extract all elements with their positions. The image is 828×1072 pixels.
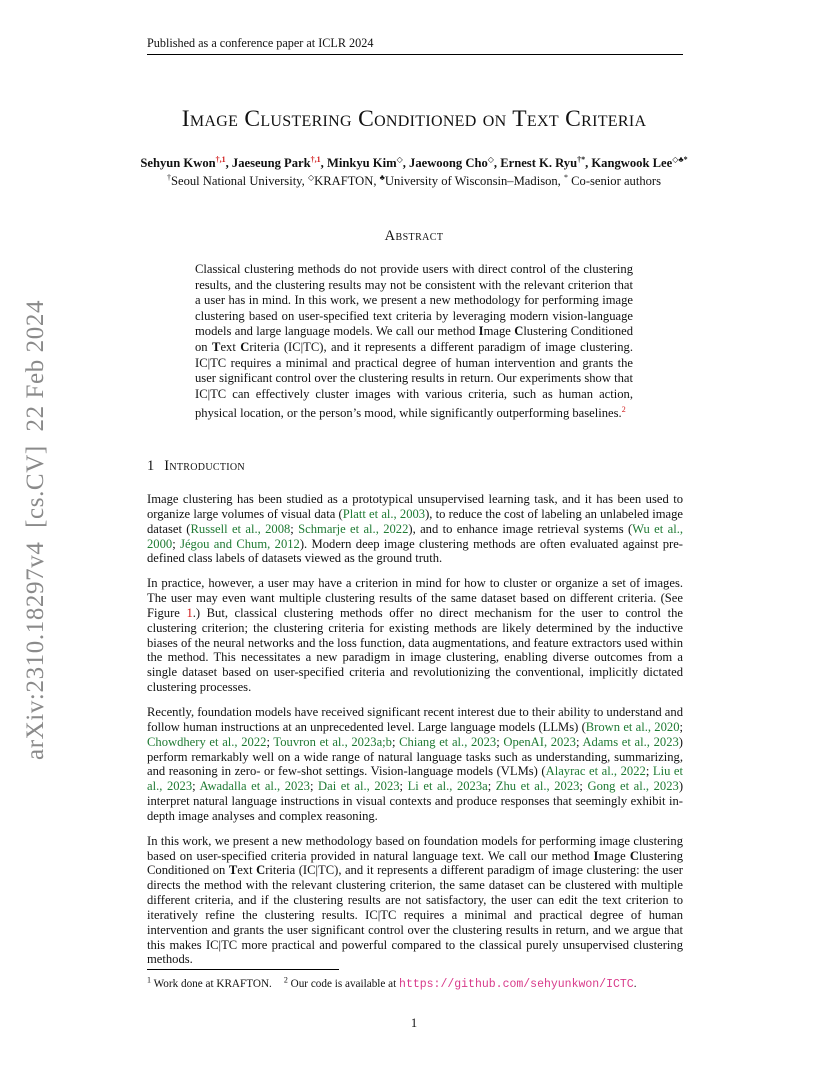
section-number: 1 [147, 458, 155, 474]
paragraph-text: ), to reduce the cost of labeling an unlabeled image dataset ( [147, 506, 683, 536]
footnote-link[interactable]: 2 [621, 405, 626, 415]
citation-link[interactable]: Alayrac et al., 2022 [545, 764, 646, 779]
paper-title [100, 106, 728, 133]
section-title: Introduction [164, 458, 245, 474]
acronym-letter: T [228, 863, 238, 878]
title-word: C [565, 106, 582, 132]
affiliation-text: KRAFTON, [314, 174, 380, 189]
code-url-link[interactable]: https://github.com/sehyunkwon/ICTC [399, 977, 634, 991]
paragraph-text: In this work, we present a new methodology based on foundation models for performing image clustering based on user-specified criteria provided in natural language text. We call our method [147, 833, 683, 863]
abstract-body [195, 262, 633, 422]
paragraph-text: Image clustering has been studied as a prototypical unsupervised learning task, and it has been used to organize large volumes of visual data ( [147, 492, 683, 521]
footnote-text: . [633, 977, 637, 990]
paragraph-text: In practice, however, a user may have a criterion in mind for how to cluster or organize a set of images. The user may even want multiple clustering results of the same dataset based on different criteria. (See Figure [147, 576, 683, 620]
citation-link[interactable]: Schmarje et al., 2022 [298, 521, 409, 536]
footnote-mark: 2 [283, 975, 288, 984]
title-word: ext [526, 106, 559, 132]
arxiv-identifier: arXiv:2310.18297v4 [cs.CV] 22 Feb 2024 [22, 299, 49, 760]
paragraph-text: .) But, classical clustering methods offer no direct mechanism for the user to control the clustering criterion; the clustering criteria for existing methods are likely determined by the inductive biases of the neural networks and the loss function, data augmentations, and feature extractors used within the method. This necessitates a new paradigm in image clustering, enabling diverse outcomes from a single dataset based on user-specified criteria and revolutionizing the conventional, implicitly dictated clustering processes. [147, 605, 684, 695]
title-word: riteria [581, 106, 647, 132]
affiliation-mark: * [563, 173, 568, 182]
paragraph [147, 576, 683, 695]
footnote-mark: 1 [147, 975, 151, 984]
acronym-letter: C [256, 863, 266, 878]
abstract-heading: Abstract [384, 228, 444, 244]
author-mark[interactable]: †,1 [215, 155, 226, 164]
footnote-divider [147, 969, 339, 970]
acronym-letter: I [478, 324, 484, 339]
acronym-letter: C [629, 848, 639, 863]
footnote-text: Work done at KRAFTON. [153, 977, 272, 990]
paragraph-text: mage [598, 848, 630, 863]
section-heading [147, 458, 245, 475]
paragraph-text: Recently, foundation models have received significant recent interest due to their ability to understand and follow human instructions at an unprecedented level. Large language models (LLMs) ( [147, 704, 683, 734]
citation-link[interactable]: Chiang et al., 2023 [399, 734, 497, 749]
footnote [283, 975, 637, 991]
page-number: 1 [410, 1016, 418, 1030]
affiliation-mark: ♣ [379, 173, 385, 182]
paragraph: Recently, foundation models have received significant recent interest due to their ability to understand and follow human instructions at an unprecedented level. Large language models (LLMs) (Brown et al., 2020; Chowdhery et al., 2022; Touvron et al., 2023a;b; Chiang et al., 2023; OpenAI, 2023; Adams et al., 2023) perform remarkably well on a wide range of natural language tasks such as understanding, summarizing, and reasoning in zero- or few-shot settings. Vision-language models (VLMs) (Alayrac et al., 2022; Liu et al., 2023; Awadalla et al., 2023; Dai et al., 2023; Li et al., 2023a; Zhu et al., 2023; Gong et al., 2023) interpret natural language instructions in visual contexts and produce responses that seemingly exhibit in-depth image analyses and complex reasoning. [147, 704, 684, 823]
citation-link[interactable]: Russell et al., 2008 [190, 521, 291, 536]
citation-link[interactable]: Liu et al., 2023 [147, 764, 684, 794]
paragraph [147, 834, 683, 968]
acronym-letter: I [593, 848, 599, 863]
title-word: I [181, 106, 190, 132]
affiliations [80, 173, 748, 189]
author-mark: ◇ [396, 155, 403, 164]
author-name: Minkyu Kim [326, 156, 397, 171]
affiliation-text: Seoul National University, [170, 174, 308, 189]
citation-link[interactable]: Chowdhery et al., 2022 [147, 734, 267, 749]
abstract-text: riteria (IC|TC), and it represents a different paradigm of image clustering. IC|TC requires a minimal and practical degree of human intervention and grants the user significant control over the clustering results in return. Our experiments show that IC|TC can effectively cluster images with various criteria, such as human action, physical location, or the person’s mood, while significantly outperforming baselines. [195, 339, 633, 421]
title-word: C [244, 106, 261, 132]
abstract-text: ext [220, 339, 241, 354]
affiliation-mark: † [166, 173, 171, 182]
paragraph-text: ), and to enhance image retrieval systems ( [408, 521, 633, 536]
title-word: T [512, 106, 527, 132]
paragraph-text: riteria (IC|TC), and it represents a different paradigm of image clustering: the user directs the method with the relevant clustering criterion, the same dataset can be clustered with multiple different criteria, and if the clustering results are not satisfactory, the user can edit the text criterion to iteratively refine the clustering results. IC|TC requires a minimal and practical degree of human intervention and grants the user significant control over the clustering results in return, and we argue that this makes IC|TC more practical and powerful compared to the classical purely unsupervised clustering methods. [147, 863, 683, 967]
citation-link[interactable]: Gong et al., 2023 [587, 779, 679, 794]
title-word: mage [189, 106, 239, 132]
author-name: Kangwook Lee [591, 156, 673, 171]
citation-link[interactable]: Platt et al., 2003 [342, 506, 426, 521]
citation-link[interactable]: Adams et al., 2023 [582, 734, 679, 749]
paragraph-text: ) interpret natural language instructions in visual contexts and produce responses that seemingly exhibit in-depth image analyses and complex reasoning. [147, 779, 684, 823]
citation-link[interactable]: Awadalla et al., 2023 [199, 779, 310, 794]
acronym-letter: C [240, 339, 250, 354]
author-mark: ◇ [487, 155, 494, 164]
paragraph-text: ) perform remarkably well on a wide range of natural language tasks such as understanding, summarizing, and reasoning in zero- or few-shot settings. Vision-language models (VLMs) ( [147, 734, 683, 779]
paragraph-text: ). Modern deep image clustering methods are often evaluated against pre-defined class labels of datasets viewed as the ground truth. [147, 536, 683, 566]
footnote [147, 975, 272, 990]
figure-link[interactable]: 1 [186, 605, 193, 620]
paragraph-text: lustering Conditioned on [147, 848, 683, 878]
affiliation-text: Co-senior authors [567, 174, 662, 189]
author-name: Jaeseung Park [231, 156, 311, 171]
citation-link[interactable]: OpenAI, 2023 [503, 734, 576, 749]
citation-link[interactable]: Dai et al., 2023 [318, 779, 400, 794]
abstract-text: Classical clustering methods do not provide users with direct control of the clustering results, and the clustering results may not be consistent with the relevant criterion that a user has in mind. In this work, we present a new methodology for performing image clustering based on user-specified text criteria by leveraging modern vision-language models and large language models. We call our method [195, 262, 633, 339]
introduction-body [147, 492, 683, 977]
acronym-letter: T [212, 339, 221, 354]
affiliation-text: University of Wisconsin–Madison, [384, 174, 564, 189]
footnote-text: Our code is available at [290, 977, 400, 990]
title-word: C [358, 106, 375, 132]
running-header: Published as a conference paper at ICLR 2024 [147, 36, 683, 55]
paragraph: Image clustering has been studied as a prototypical unsupervised learning task, and it has been used to organize large volumes of visual data (Platt et al., 2003), to reduce the cost of labeling an unlabeled image dataset (Russell et al., 2008; Schmarje et al., 2022), and to enhance image retrieval systems (Wu et al., 2000; Jégou and Chum, 2012). Modern deep image clustering methods are often evaluated against pre-defined class labels of datasets viewed as the ground truth. [147, 492, 683, 566]
citation-link[interactable]: Brown et al., 2020 [585, 719, 680, 734]
author-mark: †* [577, 155, 586, 164]
affiliation-mark: ◇ [307, 173, 315, 182]
citation-link[interactable]: Touvron et al., 2023a;b [273, 734, 392, 749]
author-mark: ◇♣* [672, 155, 688, 164]
paragraph-text: ext [237, 863, 257, 878]
author-name: Jaewoong Cho [409, 156, 488, 171]
title-word: onditioned on [374, 106, 507, 132]
acronym-letter: C [514, 324, 524, 339]
author-name: Ernest K. Ryu [500, 156, 578, 171]
citation-link[interactable]: Wu et al., 2000 [147, 521, 683, 551]
title-word: lustering [260, 106, 352, 132]
abstract-text: mage [483, 324, 515, 339]
author-mark[interactable]: †,1 [310, 155, 321, 164]
author-name: Sehyun Kwon [140, 156, 216, 171]
citation-link[interactable]: Li et al., 2023a [407, 779, 488, 794]
author-list: Sehyun Kwon$^{\dagger,1}$, Jaeseung Park$^{\dagger,1}$, Minkyu Kim◇, Jaewoong Cho◇, Ernest K. Ryu†*, Kangwook Lee◇♣* [140, 155, 688, 171]
citation-link[interactable]: Jégou and Chum, 2012 [180, 536, 300, 551]
citation-link[interactable]: Zhu et al., 2023 [495, 779, 580, 794]
footnotes [147, 975, 683, 991]
abstract-text: lustering Conditioned on [195, 324, 634, 354]
